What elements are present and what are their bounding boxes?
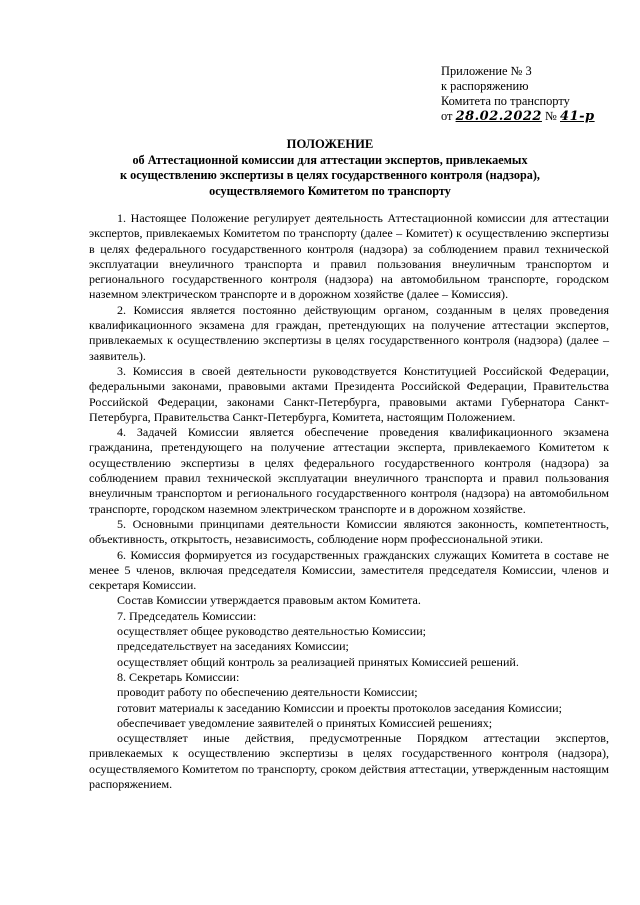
paragraph-8c: обеспечивает уведомление заявителей о принятых Комиссией решениях; bbox=[117, 715, 493, 730]
title-heading: ПОЛОЖЕНИЕ bbox=[286, 137, 374, 151]
paragraph-8a: проводит работу по обеспечению деятельности Комиссии; bbox=[117, 685, 418, 700]
paragraph-6: 6. Комиссия формируется из государственных гражданских служащих Комитета в составе не менее 5 членов, включая председателя Комиссии, заместителя председателя Комиссии, членов и секретаря Комиссии. bbox=[89, 547, 609, 593]
paragraph-8b: готовит материалы к заседанию Комиссии и проекты протоколов заседания Комиссии; bbox=[117, 700, 562, 715]
paragraph-7: 7. Председатель Комиссии: bbox=[117, 608, 257, 623]
date-prefix: от bbox=[441, 109, 453, 123]
paragraph-1: 1. Настоящее Положение регулирует деятельность Аттестационной комиссии для аттестации экспертов, привлекаемых Комитетом по транспорту (далее – Комитет) к осуществлению экспертизы в целях федерального государственного контроля (надзора) за соблюдением правил технической эксплуатации внеуличного транспорта и правил пользования внеуличным транспортом и регионального государственного контроля (надзора) на автомобильном транспорте, городском наземном электрическом транспорте и в дорожном хозяйстве (далее – Комиссия). bbox=[89, 211, 609, 302]
paragraph-8: 8. Секретарь Комиссии: bbox=[117, 669, 240, 684]
appendix-committee: Комитета по транспорту bbox=[441, 94, 570, 108]
paragraph-7a: осуществляет общее руководство деятельностью Комиссии; bbox=[117, 624, 426, 639]
appendix-date-number bbox=[441, 109, 595, 123]
appendix-header bbox=[441, 64, 611, 124]
paragraph-8d: осуществляет иные действия, предусмотренные Порядком аттестации экспертов, привлекаемых к осуществлению экспертизы в целях государственного контроля (надзора), осуществляемого Комитетом по транспорту, сроком действия аттестации, утвержденным настоящим распоряжением. bbox=[89, 731, 609, 791]
paragraph-2: 2. Комиссия является постоянно действующим органом, созданным в целях проведения квалификационного экзамена для граждан, претендующих на получение аттестации экспертов, привлекаемых к осуществлению экспертизы в целях государственного контроля (надзора) (далее – заявитель). bbox=[89, 302, 609, 363]
number-prefix: № bbox=[545, 109, 557, 123]
document-title bbox=[60, 137, 600, 199]
document-body bbox=[89, 211, 609, 792]
handwritten-date: 28.02.2022 bbox=[455, 109, 542, 124]
title-line-3: осуществляемого Комитетом по транспорту bbox=[209, 183, 451, 198]
title-line-1: об Аттестационной комиссии для аттестации экспертов, привлекаемых bbox=[132, 152, 528, 167]
appendix-order-ref: к распоряжению bbox=[441, 79, 529, 93]
paragraph-3: 3. Комиссия в своей деятельности руководствуется Конституцией Российской Федерации, федеральными законами, правовыми актами Президента Российской Федерации, Правительства Российской Федерации, законами Санкт-Петербурга, правовыми актами Губернатора Санкт-Петербурга, Правительства Санкт-Петербурга, Комитета, настоящим Положением. bbox=[89, 363, 609, 424]
paragraph-7b: председательствует на заседаниях Комиссии; bbox=[117, 639, 349, 654]
paragraph-6b: Состав Комиссии утверждается правовым актом Комитета. bbox=[117, 593, 421, 608]
paragraph-4: 4. Задачей Комиссии является обеспечение проведения квалификационного экзамена гражданина, претендующего на получение аттестации эксперта, привлекаемого Комитетом к осуществлению экспертизы в целях федерального государственного контроля (надзора) за соблюдением правил технической эксплуатации внеуличного транспорта и правил пользования внеуличным транспортом и регионального государственного контроля (надзора) на автомобильном транспорте, городском наземном электрическом транспорте и в дорожном хозяйстве. bbox=[89, 425, 609, 516]
title-line-2: к осуществлению экспертизы в целях государственного контроля (надзора), bbox=[120, 168, 540, 182]
paragraph-5: 5. Основными принципами деятельности Комиссии являются законность, компетентность, объективность, открытость, независимость, соблюдение норм профессиональной этики. bbox=[89, 516, 609, 547]
appendix-number: Приложение № 3 bbox=[441, 64, 532, 78]
handwritten-number: 41-р bbox=[560, 109, 595, 124]
paragraph-7c: осуществляет общий контроль за реализацией принятых Комиссией решений. bbox=[117, 654, 519, 669]
